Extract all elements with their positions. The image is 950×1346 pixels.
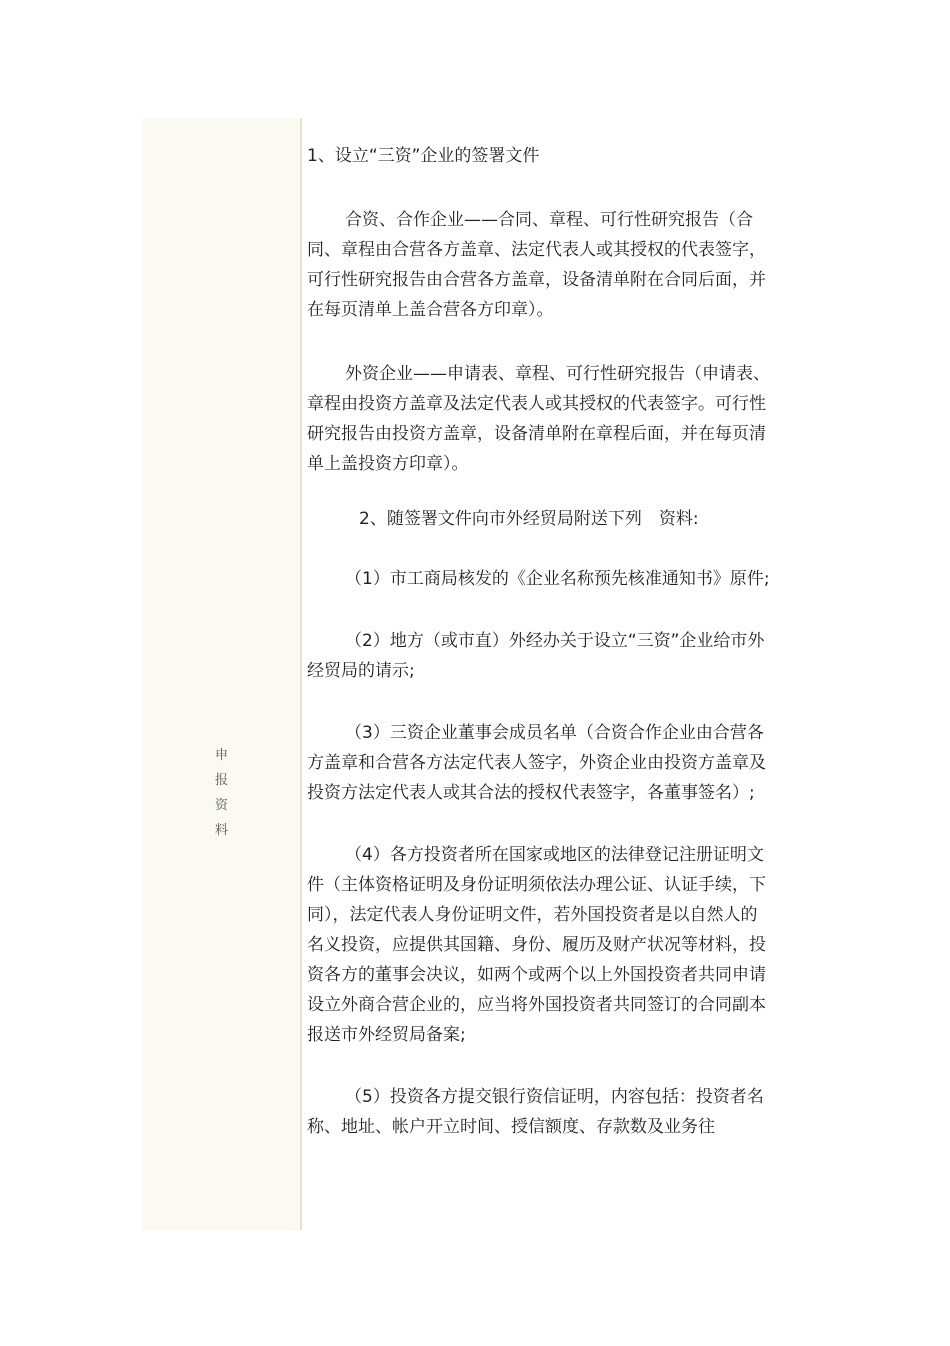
side-label xyxy=(143,743,300,843)
list-item-4: （4）各方投资者所在国家或地区的法律登记注册证明文件（主体资格证明及身份证明须依法办理公证、认证手续，下同），法定代表人身份证明文件，若外国投资者是以自然人的名义投资，应提供其国籍、身份、履历及财产状况等材料，投资各方的董事会决议，如两个或两个以上外国投资者共同申请设立外商合营企业的，应当将外国投资者共同签订的合同副本报送市外经贸局备案; xyxy=(307,845,766,1045)
section-heading-2: 2、随签署文件向市外经贸局附送下列 资料: xyxy=(359,509,699,529)
side-label-char: 料 xyxy=(214,823,228,838)
side-column xyxy=(143,118,302,1230)
side-label-char: 资 xyxy=(214,798,228,813)
paragraph-foreign-enterprise: 外资企业——申请表、章程、可行性研究报告（申请表、章程由投资方盖章及法定代表人或其授权的代表签字。可行性研究报告由投资方盖章，设备清单附在章程后面，并在每页清单上盖投资方印章）。 xyxy=(307,364,770,474)
list-item-3: （3）三资企业董事会成员名单（合资合作企业由合营各方盖章和合营各方法定代表人签字，外资企业由投资方盖章及投资方法定代表人或其合法的授权代表签字，各董事签名）; xyxy=(307,723,766,803)
side-label-char: 报 xyxy=(214,773,228,788)
list-item-2: （2）地方（或市直）外经办关于设立“三资”企业给市外经贸局的请示; xyxy=(307,631,765,681)
list-item-1: （1）市工商局核发的《企业名称预先核准通知书》原件; xyxy=(345,569,770,589)
section-heading-1: 1、设立“三资”企业的签署文件 xyxy=(307,146,540,166)
content-column xyxy=(307,141,772,1142)
side-label-char: 申 xyxy=(214,748,228,763)
list-item-5: （5）投资各方提交银行资信证明，内容包括：投资者名称、地址、帐户开立时间、授信额度、存款数及业务往 xyxy=(307,1087,764,1137)
paragraph-joint-venture: 合资、合作企业——合同、章程、可行性研究报告（合同、章程由合营各方盖章、法定代表人或其授权的代表签字，可行性研究报告由合营各方盖章，设备清单附在合同后面，并在每页清单上盖合营各方印章）。 xyxy=(307,210,766,320)
